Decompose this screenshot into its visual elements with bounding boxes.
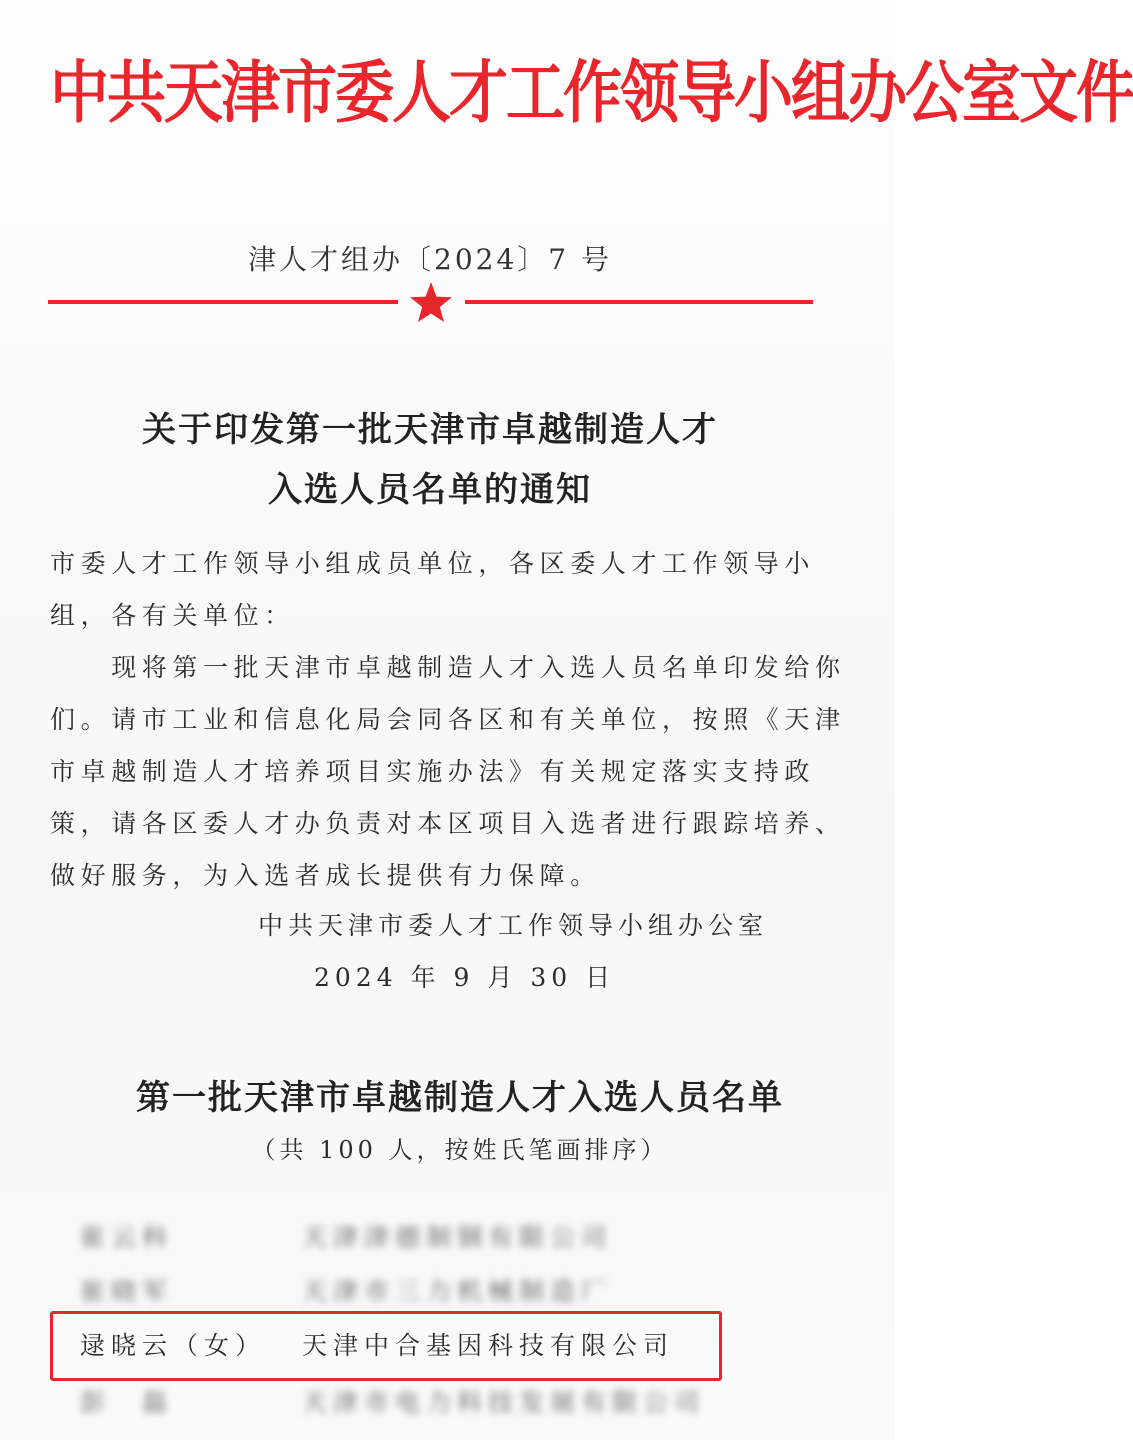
body-paragraph-line: 现将第一批天津市卓越制造人才入选人员名单印发给你 — [50, 653, 846, 682]
body-paragraph-line: 市卓越制造人才培养项目实施办法》有关规定落实支持政 — [50, 757, 816, 786]
list-subtitle: （共 100 人，按姓氏笔画排序） — [251, 1136, 669, 1164]
row-name: 逯晓云（女） — [80, 1331, 267, 1360]
table-row — [0, 1380, 895, 1426]
signature-date: 2024 年 9 月 30 日 — [314, 963, 616, 992]
recipients-line-1: 市委人才工作领导小组成员单位，各区委人才工作领导小 — [50, 549, 816, 578]
row-name: 崔云科 — [80, 1223, 174, 1252]
list-title: 第一批天津市卓越制造人才入选人员名单 — [136, 1078, 784, 1118]
header-divider-left — [48, 300, 398, 304]
row-name: 彭 磊 — [80, 1388, 174, 1417]
row-name: 崔晓军 — [80, 1277, 174, 1306]
body-paragraph-line: 策，请各区委人才办负责对本区项目入选者进行跟踪培养、 — [50, 809, 846, 838]
row-organization: 天津市电力科技发展有限公司 — [302, 1388, 706, 1417]
table-row — [0, 1215, 895, 1261]
row-organization: 天津津德制钢有限公司 — [302, 1223, 613, 1252]
document-number: 津人才组办〔2024〕7 号 — [248, 243, 612, 276]
document-header-title: 中共天津市委人才工作领导小组办公室文件 — [50, 52, 1133, 132]
body-paragraph-line: 们。请市工业和信息化局会同各区和有关单位，按照《天津 — [50, 705, 846, 734]
highlight-box — [50, 1311, 722, 1381]
recipients-line-2: 组，各有关单位： — [50, 601, 295, 630]
table-row — [0, 1269, 895, 1315]
signature-office: 中共天津市委人才工作领导小组办公室 — [258, 911, 769, 940]
row-organization: 天津中合基因科技有限公司 — [302, 1331, 675, 1360]
notice-title-line-2: 入选人员名单的通知 — [268, 470, 592, 510]
red-star-icon — [408, 280, 454, 326]
header-divider-right — [465, 300, 813, 304]
notice-title-line-1: 关于印发第一批天津市卓越制造人才 — [142, 410, 718, 450]
body-paragraph-line: 做好服务，为入选者成长提供有力保障。 — [50, 861, 601, 890]
row-organization: 天津市三力机械制造厂 — [302, 1277, 613, 1306]
